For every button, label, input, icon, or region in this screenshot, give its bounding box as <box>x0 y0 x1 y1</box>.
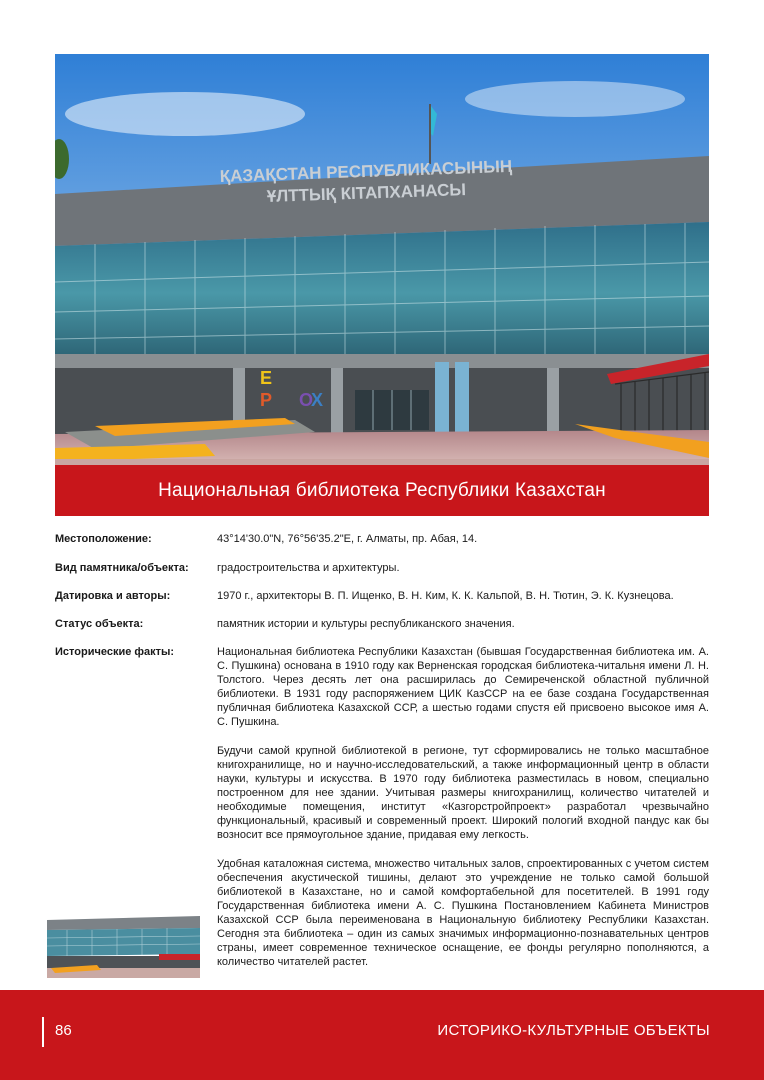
history-text <box>217 645 709 984</box>
fact-label: Вид памятника/объекта: <box>55 562 189 574</box>
fact-value: градостроительства и архитектуры. <box>217 562 400 574</box>
footer-divider <box>42 1017 44 1047</box>
building-thumbnail <box>47 910 200 978</box>
fact-label: Датировка и авторы: <box>55 590 171 602</box>
history-paragraph: Будучи самой крупной библиотекой в регионе, тут сформировались не только масштабное книгохранилище, но и научно-исследовательский, а также информационный центр в области науки, культуры и искусства. В 1970 году библиотека разместилась в новом, специально построенном для нее здании. Учитывая размеры книгохранилищ, количество читателей и необходимые помещения, институт «Казгорстройпроект» разработал чрезвычайно функциональный, красивый и современный проект. Широкий пологий входной пандус как бы возносит все прямоугольное здание, придавая ему легкость. <box>217 745 709 841</box>
fact-label: Исторические факты: <box>55 646 175 658</box>
title-band <box>55 465 709 516</box>
fact-label: Статус объекта: <box>55 618 144 630</box>
fact-value: 43°14'30.0"N, 76°56'35.2"E, г. Алматы, пр. Абая, 14. <box>217 533 478 545</box>
page-number: 86 <box>55 1022 72 1039</box>
svg-text:O: O <box>299 390 314 410</box>
page-title: Национальная библиотека Республики Казахстан <box>158 479 606 501</box>
svg-text:E: E <box>260 368 273 388</box>
fact-value: 1970 г., архитекторы В. П. Ищенко, В. Н. Ким, К. К. Кальпой, В. Н. Тютин, Э. К. Кузнецова. <box>217 590 674 602</box>
svg-text:P: P <box>260 390 273 410</box>
fact-label: Местоположение: <box>55 533 152 545</box>
building-sign-line2: ҰЛТТЫҚ КІТАПХАНАСЫ <box>266 180 467 206</box>
page-footer <box>0 990 764 1080</box>
history-paragraph: Удобная каталожная система, множество читальных залов, спроектированных с учетом систем обеспечения акустической тишины, делают это учреждение не только самой большой библиотекой в Казахстане, но и самой комфортабельной для посетителей. В 1991 году Государственная библиотека имени А. С. Пушкина Постановлением Кабинета Министров Казахской ССР была переименована в Национальную библиотеку Республики Казахстан. Сегодня эта библиотека – один из самых значимых информационно-познавательных центров страны, имеет современное техническое оснащение, ее фонды регулярно пополняются, а количество читателей растет. <box>217 858 709 968</box>
fact-value: памятник истории и культуры республиканского значения. <box>217 618 515 630</box>
history-paragraph: Национальная библиотека Республики Казахстан (бывшая Государственная библиотека им. А. С. Пушкина) основана в 1910 году как Верненская городская библиотека-читальня имени Л. Н. Толстого. Через десять лет она расширилась до Семиреченской областной публичной библиотеки. В 1931 году распоряжением ЦИК КазССР на ее базе создана Государственная публичная библиотека Казахской ССР, а шестью годами спустя ей присвоено высокое имя А. С. Пушкина. <box>217 646 709 728</box>
section-title: ИСТОРИКО-КУЛЬТУРНЫЕ ОБЪЕКТЫ <box>437 1022 710 1039</box>
library-photo <box>55 54 709 465</box>
svg-text:X: X <box>311 390 324 410</box>
building-sign-line1: ҚАЗАҚСТАН РЕСПУБЛИКАСЫНЫҢ <box>219 156 513 186</box>
